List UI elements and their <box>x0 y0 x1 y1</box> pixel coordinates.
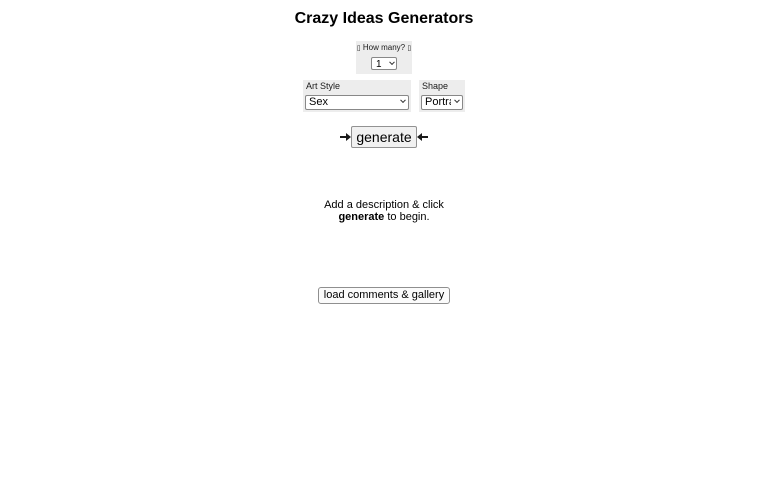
instructions-line2-rest: to begin. <box>384 210 430 223</box>
art-style-select[interactable] <box>305 95 409 110</box>
how-many-panel <box>356 41 412 74</box>
how-many-label <box>356 43 412 54</box>
page <box>0 10 768 304</box>
how-many-select[interactable] <box>371 57 397 70</box>
missing-glyph-icon: ▯ <box>356 45 361 52</box>
instructions-generate-word: generate <box>338 210 385 223</box>
generate-row <box>0 126 768 148</box>
arrow-left-icon <box>422 136 428 139</box>
generate-button[interactable]: generate <box>351 126 416 148</box>
art-style-panel <box>303 80 411 112</box>
instructions <box>0 200 768 223</box>
shape-select[interactable] <box>421 95 463 110</box>
shape-panel <box>419 80 465 112</box>
page-title: Crazy Ideas Generators <box>294 10 474 27</box>
load-comments-gallery-button[interactable]: load comments & gallery <box>318 287 450 304</box>
arrow-right-icon <box>340 136 346 139</box>
instructions-line1: Add a description & click <box>324 199 444 211</box>
how-many-label-text: How many? <box>362 43 406 52</box>
instructions-line2 <box>0 212 768 224</box>
style-row <box>0 80 768 112</box>
shape-label: Shape <box>422 81 449 91</box>
art-style-label: Art Style <box>306 81 341 91</box>
missing-glyph-icon: ▯ <box>407 45 412 52</box>
